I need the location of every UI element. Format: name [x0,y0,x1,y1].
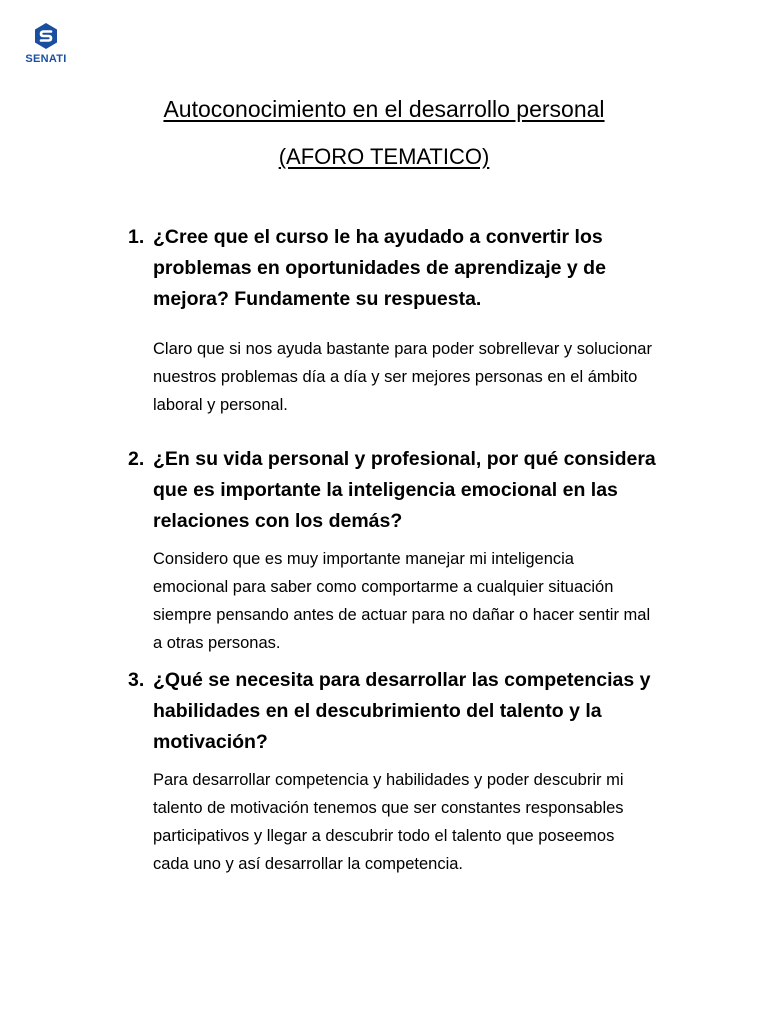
document-subtitle: (AFORO TEMATICO) [278,144,490,169]
question-item-2 [128,444,668,657]
question-text: ¿Qué se necesita para desarrollar las competencias y habilidades en el descubrimiento del talento y la motivación? [153,669,651,753]
question-3 [128,665,668,758]
question-1 [128,222,668,315]
document-title: Autoconocimiento en el desarrollo personal [163,96,605,122]
answer-2: Considero que es muy importante manejar mi inteligencia emocional para saber como comportarme a cualquier situación siempre pensando antes de actuar para no dañar o hacer sentir mal a otras personas. [153,550,651,652]
senati-logo [18,22,74,65]
question-2 [128,444,668,537]
question-item-3 [128,665,668,878]
question-number: 1. [128,226,145,248]
question-item-1 [128,222,668,419]
logo-text: SENATI [25,53,67,65]
senati-logo-icon [32,22,60,50]
question-text: ¿En su vida personal y profesional, por qué considera que es importante la inteligencia emocional en las relaciones con los demás? [153,448,656,532]
question-number: 3. [128,669,145,691]
answer-1: Claro que si nos ayuda bastante para poder sobrellevar y solucionar nuestros problemas día a día y ser mejores personas en el ámbito laboral y personal. [153,340,652,414]
question-number: 2. [128,448,145,470]
answer-3: Para desarrollar competencia y habilidades y poder descubrir mi talento de motivación tenemos que ser constantes responsables participativos y llegar a descubrir todo el talento que poseemos cada uno y así desarrollar la competencia. [153,771,624,873]
question-text: ¿Cree que el curso le ha ayudado a convertir los problemas en oportunidades de aprendizaje y de mejora? Fundamente su respuesta. [153,226,606,310]
